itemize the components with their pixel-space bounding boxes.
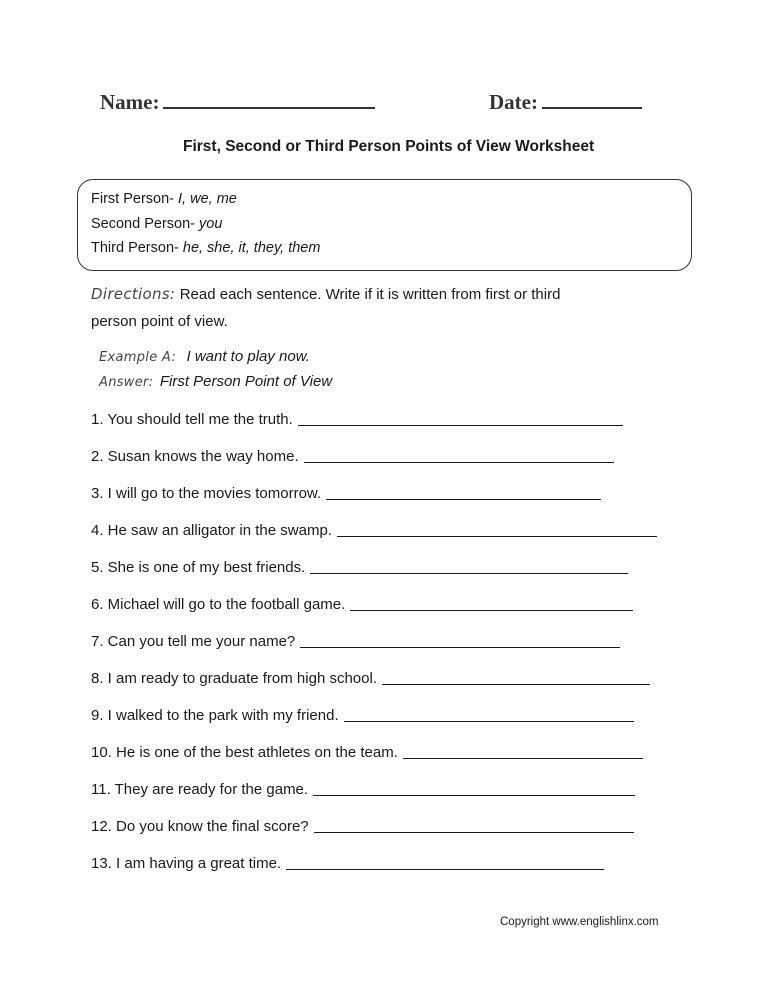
worksheet-title: First, Second or Third Person Points of View Worksheet [183,138,595,155]
answer-blank[interactable] [344,707,634,722]
pov-reference-box [77,179,692,271]
example-row [99,348,310,366]
question-text: 1. You should tell me the truth. [91,411,293,428]
question-text: 8. I am ready to graduate from high school. [91,670,377,687]
question-text: 11. They are ready for the game. [91,781,309,798]
pov-third-row [91,240,320,256]
question-row [91,744,643,761]
example-tag: Example A: [99,350,177,365]
question-row [91,559,628,576]
question-row [91,485,601,502]
example-sentence: I want to play now. [186,348,310,365]
question-text: 9. I walked to the park with my friend. [91,707,339,724]
pov-second-label: Second Person- [91,216,195,232]
answer-blank[interactable] [304,448,614,463]
pov-first-label: First Person- [91,191,174,207]
copyright-notice: Copyright www.englishlinx.com [500,916,659,928]
directions-line-1 [91,285,560,304]
question-row [91,411,623,428]
answer-blank[interactable] [382,670,650,685]
question-text: 10. He is one of the best athletes on the team. [91,744,398,761]
answer-blank[interactable] [350,596,633,611]
question-row [91,448,614,465]
answer-row [99,373,332,391]
question-text: 12. Do you know the final score? [91,818,309,835]
directions-line-2: person point of view. [91,313,228,330]
answer-blank[interactable] [298,411,623,426]
answer-blank[interactable] [310,559,628,574]
answer-blank[interactable] [403,744,643,759]
date-field[interactable] [489,89,642,115]
date-label: Date: [489,90,538,114]
question-row [91,818,634,835]
example-answer: First Person Point of View [159,373,333,390]
answer-blank[interactable] [314,818,634,833]
directions-text-1: Read each sentence. Write if it is written from first or third [179,286,561,303]
question-row [91,522,657,539]
directions-tag: Directions: [91,285,176,303]
question-row [91,596,633,613]
question-text: 13. I am having a great time. [91,855,282,872]
answer-blank[interactable] [300,633,620,648]
question-row [91,633,620,650]
name-field[interactable] [100,89,375,115]
question-row [91,781,635,798]
question-row [91,707,634,724]
pov-second-row [91,216,222,232]
pov-third-label: Third Person- [91,240,179,256]
pov-second-words: you [199,216,223,232]
date-blank-line[interactable] [542,89,642,109]
answer-tag: Answer: [99,375,154,390]
answer-blank[interactable] [326,485,601,500]
pov-first-words: I, we, me [178,191,237,207]
question-row [91,855,604,872]
name-blank-line[interactable] [163,89,375,109]
name-label: Name: [100,90,160,114]
question-text: 4. He saw an alligator in the swamp. [91,522,332,539]
question-text: 2. Susan knows the way home. [91,448,299,465]
question-text: 6. Michael will go to the football game. [91,596,346,613]
question-text: 5. She is one of my best friends. [91,559,306,576]
answer-blank[interactable] [313,781,635,796]
question-text: 3. I will go to the movies tomorrow. [91,485,322,502]
pov-first-row [91,191,237,207]
question-row [91,670,650,687]
answer-blank[interactable] [286,855,604,870]
question-text: 7. Can you tell me your name? [91,633,296,650]
answer-blank[interactable] [337,522,657,537]
pov-third-words: he, she, it, they, them [182,240,321,256]
